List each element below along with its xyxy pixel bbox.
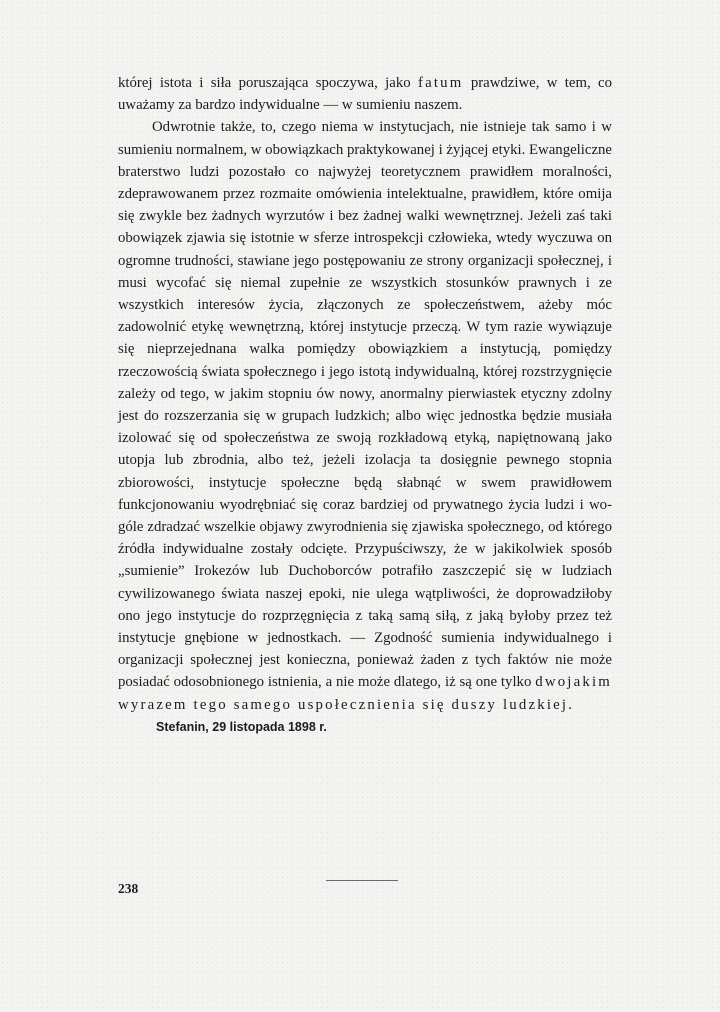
paragraph-continuation xyxy=(118,72,612,116)
emphasis-fatum: fatum xyxy=(417,75,464,91)
date-signature: Stefanin, 29 listopada 1898 r. xyxy=(156,719,327,734)
emphasis-closing-phrase: dwojakim wyrazem tego samego uspołecznienia się duszy ludzkiej. xyxy=(118,674,612,713)
text-segment: Odwrotnie także, to, czego niema w instytucjach, nie istnieje tak samo i w sumieniu normalnem, w obowiązkach praktykowanej i żyjącej etyki. Ewangeliczne braterstwo ludzi pozostało co najwyżej teoretycznem prawidłem moralności, zdeprawowanem przez rozmaite omówienia intelektualne, prawidłem, które omija się zwykle bez żadnych wyrzutów i bez żadnej walki wewnętrznej. Jeżeli zaś taki obowiązek zjawia się istotnie w sferze introspekcji człowieka, wtedy wyczuwa on ogromne trudności, stawiane jego postępowaniu ze strony organizacji społecznej, i musi wycofać się niemal zupełnie ze wszystkich stosunków prawnych i ze wszystkich interesów życia, złączonych ze społeczeństwem, ażeby móc zadowolnić etykę wewnętrzną, której instytucje przeczą. W tym razie wywiązuje się nieprzejednana walka pomiędzy obowiązkiem a instytucją, pomiędzy rzeczowością świata społecznego i jego istotą indywidualną, której rozstrzygnięcie zależy od tego, w jakim stopniu ów nowy, anormalny pierwiastek etyczny zdolny jest do rozszerzania się w grupach ludzkich; albo więc jednostka będzie musiała izolować się od społeczeństwa ze swoją rozkładową etyką, napiętnowaną jako utopja lub zbrodnia, albo też, jeżeli izolacja ta dosięgnie pewnego stopnia zbiorowości, instytucje społeczne będą słabnąć w swem prawidłowem funkcjonowaniu wyodrębniać się coraz bardziej od prywatnego życia ludzi i wogóle zdradzać wszelkie objawy zwyrodnienia się zjawiska społecznego, od którego źródła indywidualne zostały odcięte. Przypuściwszy, że w jakikolwiek sposób „sumienie” Irokezów lub Duchoborców potrafiło zaszczepić się w ludziach cywilizowanego świata naszej epoki, nie ulega wątpliwości, że doprowadziłoby ono jego instytucje do rozprzęgnięcia z taką samą siłą, z jaką byłoby przez też instytucje gnębione w jednostkach. — Zgodność sumienia indywidualnego i organizacji społecznej jest konieczna, ponieważ żaden z tych faktów nie może posiadać odosobnionego istnienia, a nie może dlatego, iż są one tylko xyxy=(118,119,612,691)
body-text xyxy=(118,72,612,737)
footnote-divider xyxy=(326,880,398,881)
text-segment: prawdziwe, w tem, co uważamy za bardzo indywidualne — w sumieniu naszem. xyxy=(118,75,612,114)
page-number: 238 xyxy=(118,881,139,896)
paragraph-main xyxy=(118,116,612,715)
text-segment: której istota i siła poruszająca spoczywa, jako xyxy=(118,75,418,91)
